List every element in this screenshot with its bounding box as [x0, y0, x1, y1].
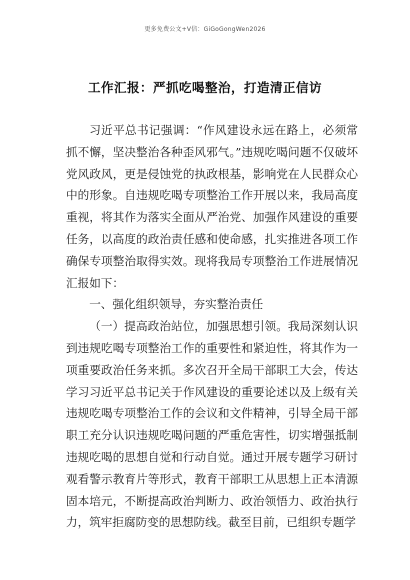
header-note: 更多免费公文+V信：GiGoGongWen2026 [144, 26, 266, 33]
paragraph-subsection-1: （一）提高政治站位，加强思想引领。我局深刻认识到违规吃喝专项整治工作的重要性和紧迫性，将其作为一项重要政治任务来抓。多次召开全局干部职工大会，传达学习习近平总书记关于作风建设的重要论述以及上级有关违规吃喝专项整治工作的会议和文件精神，引导全局干部职工充分认识违规吃喝问题的严重危害性，切实增强抵制违规吃喝的思想自觉和行动自觉。通过开展专题学习研讨观看警示教育片等形式，教育干部职工从思想上正本清源固本培元，不断提高政治判断力、政治领悟力、政治执行力，筑牢拒腐防变的思想防线。截至目前，已组织专题学 [66, 319, 358, 530]
section-heading-1: 一、强化组织领导，夯实整治责任 [89, 297, 264, 312]
document-title: 工作汇报：严抓吃喝整治，打造清正信访 [87, 80, 322, 95]
paragraph-intro: 习近平总书记强调：“作风建设永远在路上，必须常抓不懈，坚决整治各种歪风邪气。”违规吃喝问题不仅破坏党风政风，更是侵蚀党的执政根基，影响党在人民群众心中的形象。自违规吃喝专项整治工作开展以来，我局高度重视，将其作为落实全面从严治党、加强作风建设的重要任务，以高度的政治责任感和使命感，扎实推进各项工作确保专项整治取得实效。现将我局专项整治工作进展情况汇报如下： [66, 123, 358, 290]
document-body [66, 120, 358, 534]
